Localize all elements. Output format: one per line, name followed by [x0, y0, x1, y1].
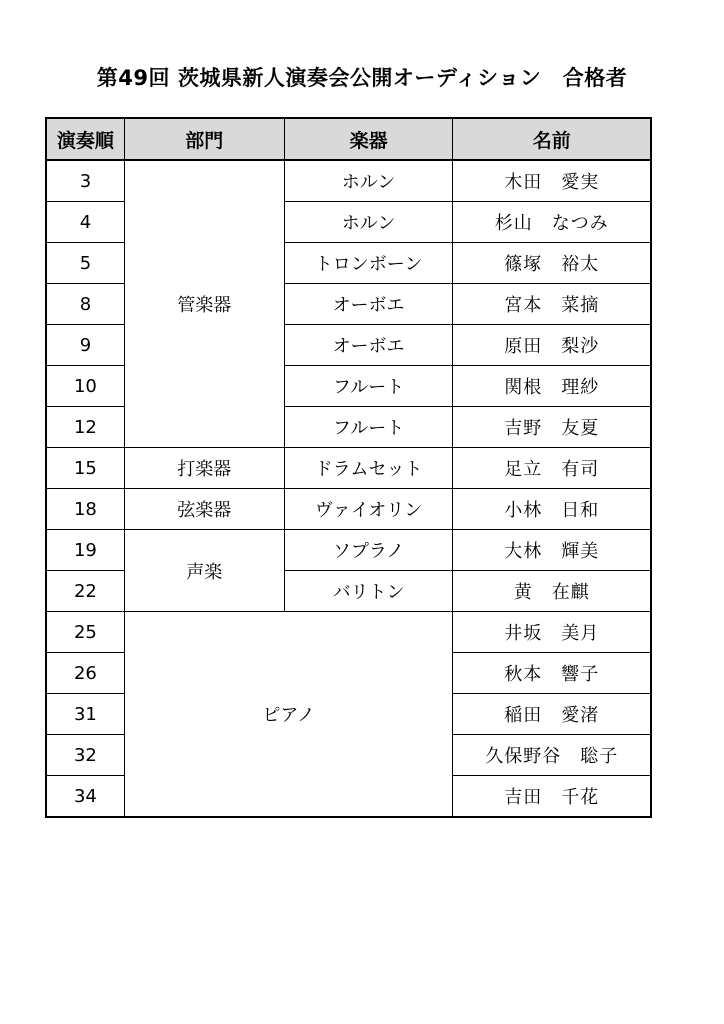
order-cell: 34 [46, 776, 124, 818]
table-row [46, 448, 651, 489]
order-cell: 19 [46, 530, 124, 571]
order-cell: 9 [46, 325, 124, 366]
header-name: 名前 [453, 118, 651, 160]
instrument-cell: ソプラノ [284, 530, 453, 571]
section-cell-piano: ピアノ [124, 612, 453, 818]
order-cell: 26 [46, 653, 124, 694]
name-cell: 大林 輝美 [453, 530, 651, 571]
order-cell: 32 [46, 735, 124, 776]
name-cell: 足立 有司 [453, 448, 651, 489]
results-table [45, 117, 652, 818]
name-cell: 秋本 響子 [453, 653, 651, 694]
table-row [46, 160, 651, 202]
name-cell: 原田 梨沙 [453, 325, 651, 366]
order-cell: 8 [46, 284, 124, 325]
instrument-cell: オーボエ [284, 325, 453, 366]
order-cell: 25 [46, 612, 124, 653]
instrument-cell: オーボエ [284, 284, 453, 325]
order-cell: 15 [46, 448, 124, 489]
section-cell-strings: 弦楽器 [124, 489, 284, 530]
header-instrument: 楽器 [284, 118, 453, 160]
header-order: 演奏順 [46, 118, 124, 160]
table-row [46, 612, 651, 653]
header-row [46, 118, 651, 160]
name-cell: 井坂 美月 [453, 612, 651, 653]
name-cell: 杉山 なつみ [453, 202, 651, 243]
page-title: 第49回 茨城県新人演奏会公開オーディション 合格者 [96, 66, 628, 90]
section-cell-percussion: 打楽器 [124, 448, 284, 489]
order-cell: 18 [46, 489, 124, 530]
name-cell: 稲田 愛渚 [453, 694, 651, 735]
order-cell: 22 [46, 571, 124, 612]
name-cell: 宮本 菜摘 [453, 284, 651, 325]
name-cell: 小林 日和 [453, 489, 651, 530]
instrument-cell: ドラムセット [284, 448, 453, 489]
name-cell: 吉野 友夏 [453, 407, 651, 448]
name-cell: 篠塚 裕太 [453, 243, 651, 284]
instrument-cell: フルート [284, 407, 453, 448]
order-cell: 31 [46, 694, 124, 735]
name-cell: 関根 理紗 [453, 366, 651, 407]
name-cell: 木田 愛実 [453, 160, 651, 202]
section-cell-vocal: 声楽 [124, 530, 284, 612]
instrument-cell: ホルン [284, 160, 453, 202]
order-cell: 4 [46, 202, 124, 243]
instrument-cell: ヴァイオリン [284, 489, 453, 530]
table-row [46, 530, 651, 571]
instrument-cell: トロンボーン [284, 243, 453, 284]
order-cell: 3 [46, 160, 124, 202]
instrument-cell: バリトン [284, 571, 453, 612]
order-cell: 5 [46, 243, 124, 284]
order-cell: 10 [46, 366, 124, 407]
order-cell: 12 [46, 407, 124, 448]
instrument-cell: フルート [284, 366, 453, 407]
name-cell: 黄 在麒 [453, 571, 651, 612]
section-cell-brass-wood: 管楽器 [124, 160, 284, 448]
name-cell: 久保野谷 聡子 [453, 735, 651, 776]
name-cell: 吉田 千花 [453, 776, 651, 818]
instrument-cell: ホルン [284, 202, 453, 243]
table-row [46, 489, 651, 530]
header-section: 部門 [124, 118, 284, 160]
